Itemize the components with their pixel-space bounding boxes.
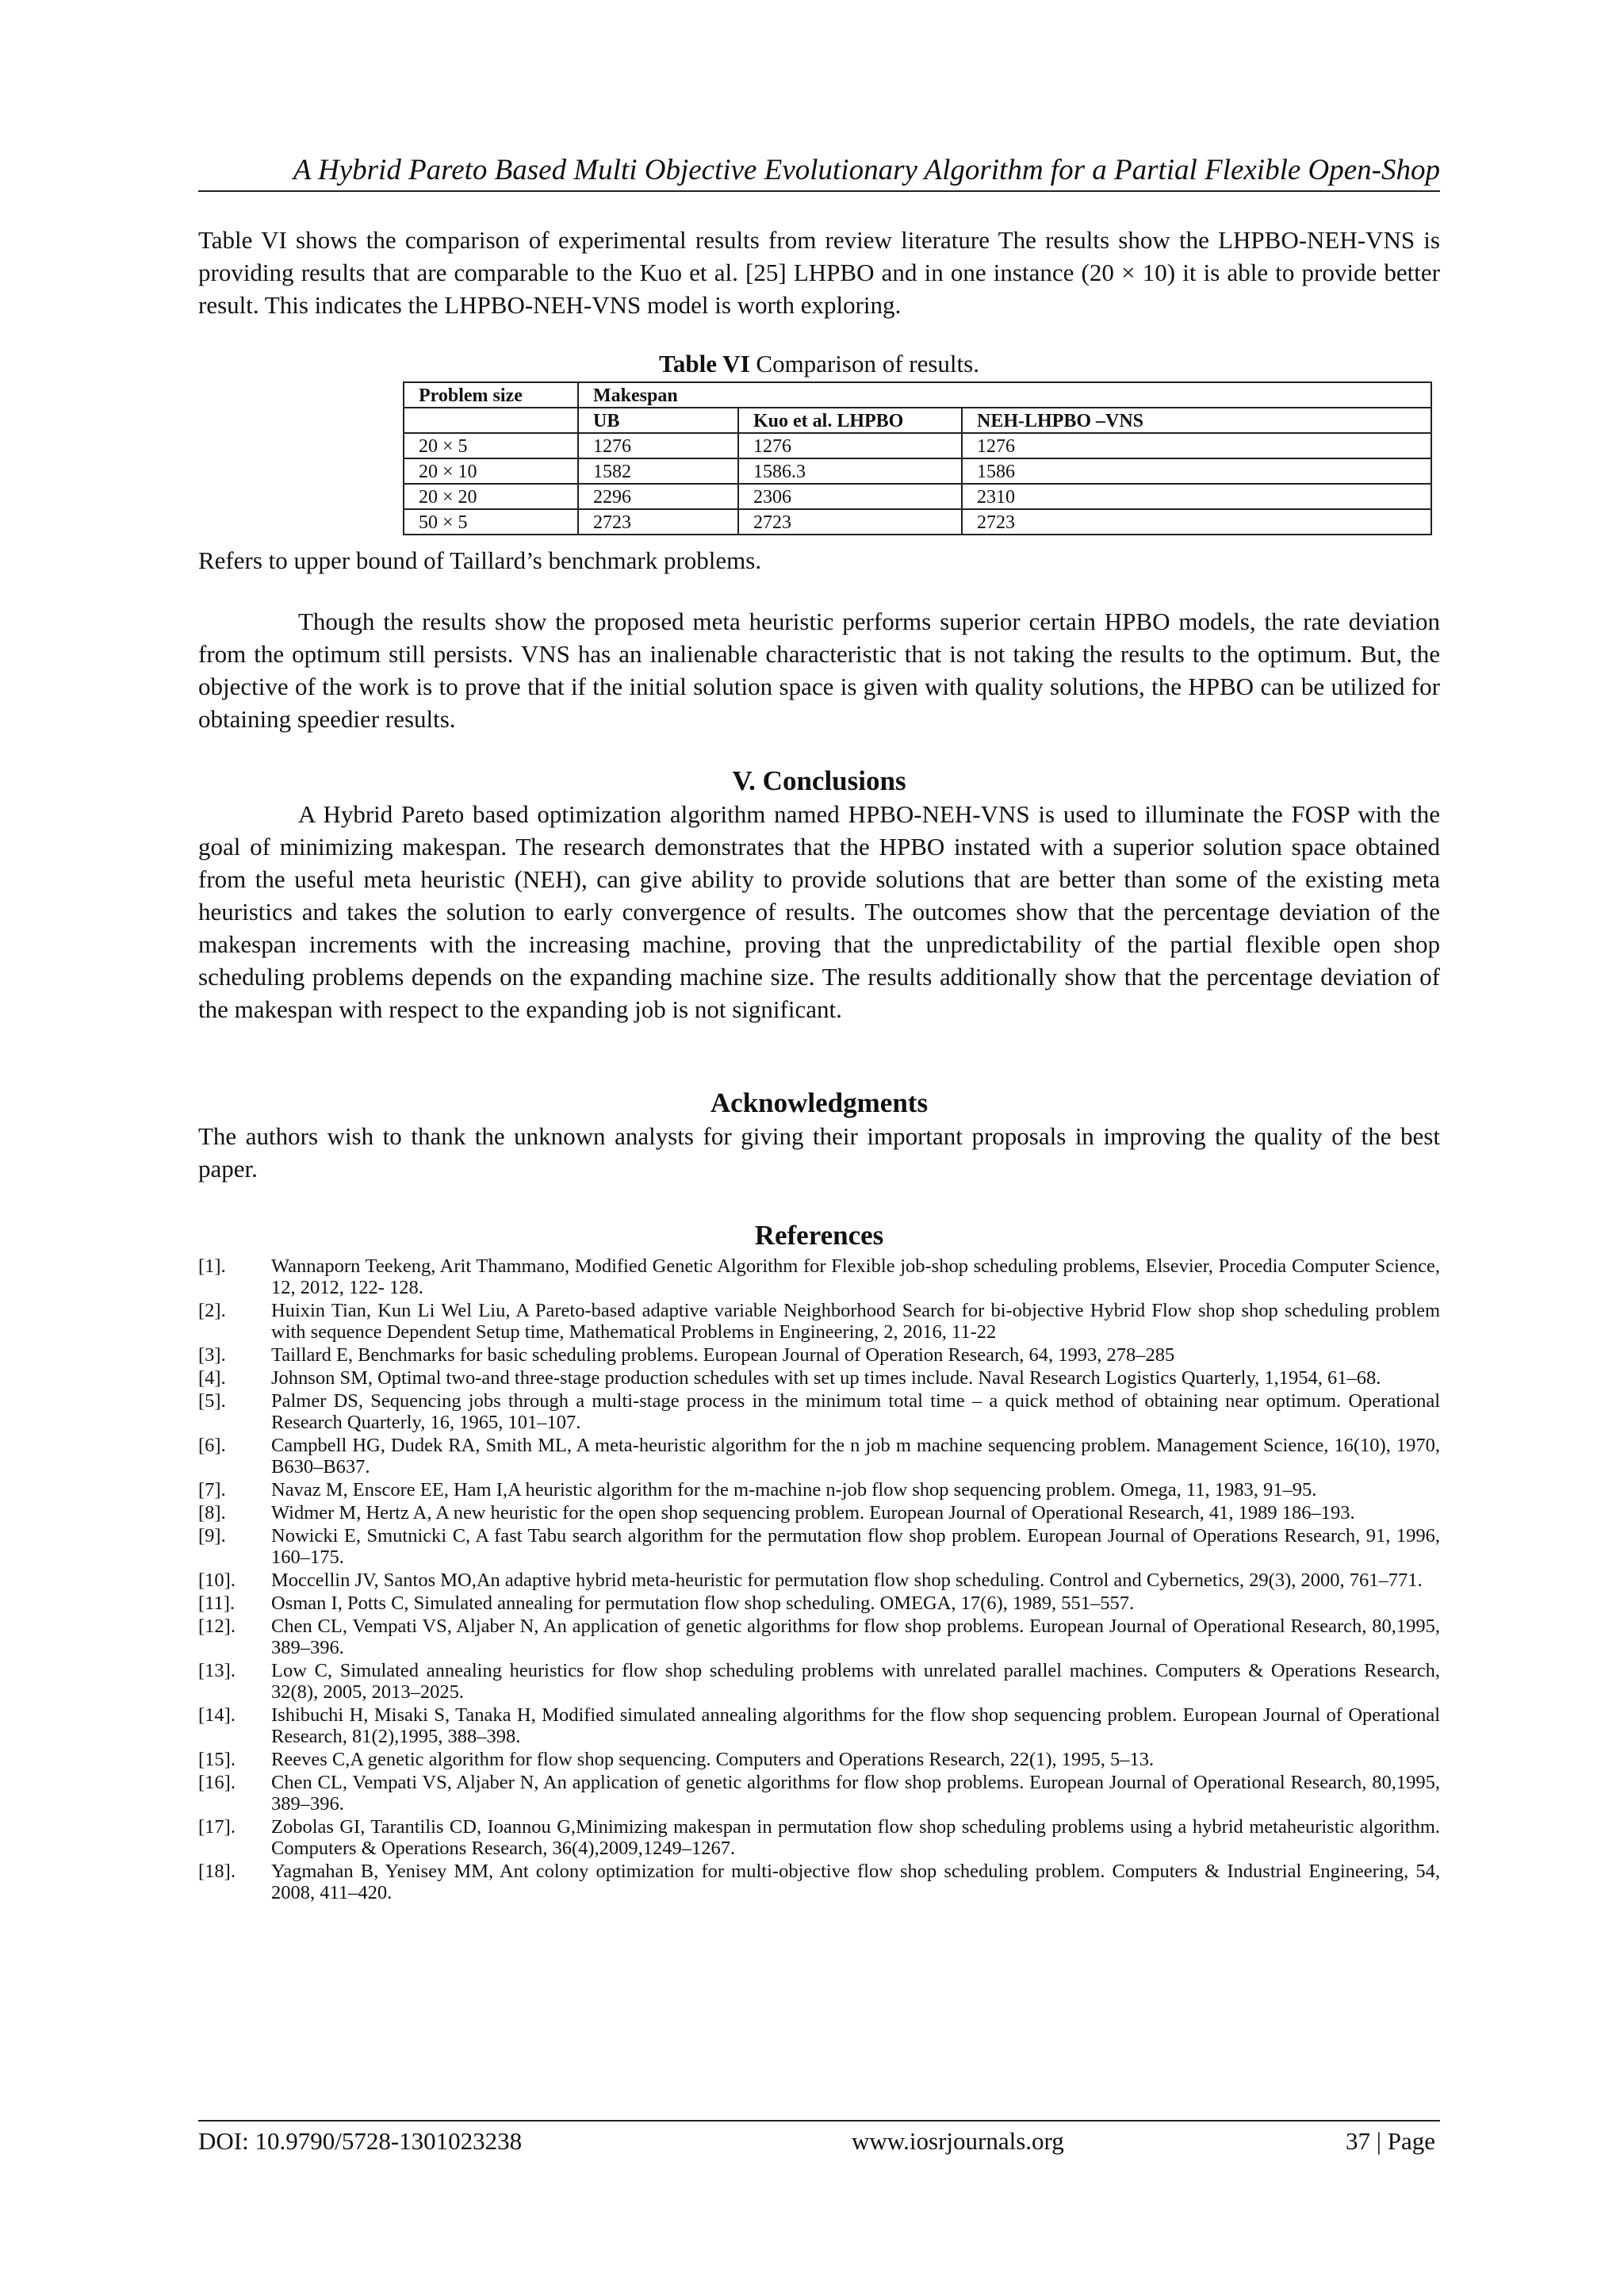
table-caption-label: Table VI: [659, 350, 750, 378]
table-cell: 20 × 5: [404, 433, 578, 458]
table-header-cell: UB: [578, 408, 738, 433]
reference-number: [4].: [198, 1367, 226, 1389]
table-cell: 1582: [578, 458, 738, 484]
table-header-cell: Makespan: [578, 382, 1431, 408]
table-cell: 2723: [738, 509, 962, 535]
footer-page-number: 37 | Page: [1346, 2127, 1435, 2155]
reference-item: [198, 1861, 1440, 1903]
conclusions-paragraph: A Hybrid Pareto based optimization algorithm named HPBO-NEH-VNS is used to illuminate the FOSP with the goal of minimizing makespan. The research demonstrates that the HPBO instated with a superior solution space obtained from the useful meta heuristic (NEH), can give ability to provide solutions that are better than some of the existing meta heuristics and takes the solution to early convergence of results. The outcomes show that the percentage deviation of the makespan increments with the increasing machine, proving that the unpredictability of the partial flexible open shop scheduling problems depends on the expanding machine size. The results additionally show that the percentage deviation of the makespan with respect to the expanding job is not significant.: [198, 800, 1440, 1023]
results-table: [403, 381, 1432, 535]
reference-item: [198, 1479, 1440, 1501]
reference-number: [7].: [198, 1479, 226, 1501]
reference-item: [198, 1435, 1440, 1478]
conclusions-heading: V. Conclusions: [732, 765, 906, 796]
reference-text: Palmer DS, Sequencing jobs through a multi-stage process in the minimum total time – a quick method of obtaining near optimum. Operational Research Quarterly, 16, 1965, 101–107.: [271, 1390, 1440, 1433]
table-cell: 2306: [738, 484, 962, 509]
reference-item: [198, 1525, 1440, 1568]
reference-number: [13].: [198, 1660, 236, 1681]
references-list: [198, 1255, 1440, 1905]
table-caption: [198, 349, 1440, 379]
reference-number: [17].: [198, 1816, 236, 1838]
table-cell: 1276: [962, 433, 1431, 458]
reference-item: [198, 1593, 1440, 1614]
header-rule: [198, 190, 1440, 192]
discussion-paragraph: Though the results show the proposed meta heuristic performs superior certain HPBO models, the rate deviation from the optimum still persists. VNS has an inalienable characteristic that is not taking the results to the optimum. But, the objective of the work is to prove that if the initial solution space is given with quality solutions, the HPBO can be utilized for obtaining speedier results.: [198, 608, 1440, 733]
reference-number: [9].: [198, 1525, 226, 1547]
reference-number: [10].: [198, 1570, 236, 1591]
table-note: Refers to upper bound of Taillard’s benchmark problems.: [198, 546, 762, 574]
reference-number: [11].: [198, 1593, 236, 1614]
reference-text: Zobolas GI, Tarantilis CD, Ioannou G,Minimizing makespan in permutation flow shop scheduling problems using a hybrid metaheuristic algorithm. Computers & Operations Research, 36(4),2009,1249–1267.: [271, 1816, 1440, 1859]
table-cell: 1276: [738, 433, 962, 458]
reference-text: Chen CL, Vempati VS, Aljaber N, An application of genetic algorithms for flow shop problems. European Journal of Operational Research, 80,1995, 389–396.: [271, 1616, 1440, 1658]
table-cell: 2723: [962, 509, 1431, 535]
reference-number: [8].: [198, 1502, 226, 1524]
reference-number: [14].: [198, 1704, 236, 1726]
footer-site: www.iosrjournals.org: [852, 2127, 1064, 2155]
acknowledgments-paragraph: The authors wish to thank the unknown analysts for giving their important proposals in improving the quality of the best paper.: [198, 1122, 1440, 1182]
running-header: A Hybrid Pareto Based Multi Objective Evolutionary Algorithm for a Partial Flexible Open-Shop: [293, 154, 1440, 186]
table-cell: 2310: [962, 484, 1431, 509]
reference-text: Moccellin JV, Santos MO,An adaptive hybrid meta-heuristic for permutation flow shop scheduling. Control and Cybernetics, 29(3), 2000, 761–771.: [271, 1570, 1423, 1591]
table-cell: 1276: [578, 433, 738, 458]
reference-text: Ishibuchi H, Misaki S, Tanaka H, Modified simulated annealing algorithms for the flow shop sequencing problem. European Journal of Operational Research, 81(2),1995, 388–398.: [271, 1704, 1440, 1747]
reference-number: [15].: [198, 1749, 236, 1770]
reference-item: [198, 1367, 1440, 1389]
reference-item: [198, 1390, 1440, 1433]
reference-number: [2].: [198, 1300, 226, 1321]
table-header-row: [404, 382, 1431, 408]
reference-text: Huixin Tian, Kun Li Wel Liu, A Pareto-based adaptive variable Neighborhood Search for bi-objective Hybrid Flow shop shop scheduling problem with sequence Dependent Setup time, Mathematical Problems in Engineering, 2, 2016, 11-22: [271, 1300, 1440, 1343]
table-cell: 2723: [578, 509, 738, 535]
reference-text: Widmer M, Hertz A, A new heuristic for the open shop sequencing problem. European Journal of Operational Research, 41, 1989 186–193.: [271, 1502, 1355, 1524]
reference-item: [198, 1749, 1440, 1770]
table-header-cell: [404, 408, 578, 433]
references-heading: References: [754, 1220, 884, 1251]
reference-text: Johnson SM, Optimal two-and three-stage production schedules with set up times include. Naval Research Logistics Quarterly, 1,1954, 61–68.: [271, 1367, 1381, 1389]
footer-rule: [198, 2120, 1440, 2122]
table-header-cell: Kuo et al. LHPBO: [738, 408, 962, 433]
reference-text: Taillard E, Benchmarks for basic scheduling problems. European Journal of Operation Research, 64, 1993, 278–285: [271, 1344, 1175, 1366]
reference-item: [198, 1660, 1440, 1703]
reference-item: [198, 1570, 1440, 1591]
page-footer: [198, 2126, 1440, 2156]
reference-number: [3].: [198, 1344, 226, 1366]
reference-item: [198, 1255, 1440, 1298]
reference-item: [198, 1772, 1440, 1815]
table-row: [404, 433, 1431, 458]
table-row: [404, 509, 1431, 535]
reference-number: [18].: [198, 1861, 236, 1882]
reference-item: [198, 1300, 1440, 1343]
table-row: [404, 484, 1431, 509]
table-cell: 1586.3: [738, 458, 962, 484]
reference-text: Chen CL, Vempati VS, Aljaber N, An application of genetic algorithms for flow shop problems. European Journal of Operational Research, 80,1995, 389–396.: [271, 1772, 1440, 1815]
table-cell: 50 × 5: [404, 509, 578, 535]
reference-item: [198, 1502, 1440, 1524]
table-cell: 20 × 20: [404, 484, 578, 509]
table-cell: 20 × 10: [404, 458, 578, 484]
reference-text: Navaz M, Enscore EE, Ham I,A heuristic algorithm for the m-machine n-job flow shop sequencing problem. Omega, 11, 1983, 91–95.: [271, 1479, 1317, 1501]
reference-text: Reeves C,A genetic algorithm for flow shop sequencing. Computers and Operations Research, 22(1), 1995, 5–13.: [271, 1749, 1155, 1770]
reference-text: Campbell HG, Dudek RA, Smith ML, A meta-heuristic algorithm for the n job m machine sequencing problem. Management Science, 16(10), 1970, B630–B637.: [271, 1435, 1440, 1478]
reference-number: [5].: [198, 1390, 226, 1412]
reference-text: Yagmahan B, Yenisey MM, Ant colony optimization for multi-objective flow shop scheduling problem. Computers & Industrial Engineering, 54, 2008, 411–420.: [271, 1861, 1440, 1903]
table-caption-text: Comparison of results.: [749, 350, 979, 378]
table-header-cell: Problem size: [404, 382, 578, 408]
reference-text: Osman I, Potts C, Simulated annealing for permutation flow shop scheduling. OMEGA, 17(6), 1989, 551–557.: [271, 1593, 1135, 1614]
table-cell: 1586: [962, 458, 1431, 484]
acknowledgments-heading: Acknowledgments: [710, 1087, 929, 1118]
table-cell: 2296: [578, 484, 738, 509]
reference-number: [16].: [198, 1772, 236, 1793]
reference-item: [198, 1616, 1440, 1658]
reference-item: [198, 1704, 1440, 1747]
reference-text: Wannaporn Teekeng, Arit Thammano, Modified Genetic Algorithm for Flexible job-shop scheduling problems, Elsevier, Procedia Computer Science, 12, 2012, 122- 128.: [271, 1255, 1440, 1298]
reference-text: Nowicki E, Smutnicki C, A fast Tabu search algorithm for the permutation flow shop problem. European Journal of Operations Research, 91, 1996, 160–175.: [271, 1525, 1440, 1568]
reference-text: Low C, Simulated annealing heuristics for flow shop scheduling problems with unrelated parallel machines. Computers & Operations Research, 32(8), 2005, 2013–2025.: [271, 1660, 1440, 1703]
reference-number: [12].: [198, 1616, 236, 1637]
reference-item: [198, 1816, 1440, 1859]
reference-item: [198, 1344, 1440, 1366]
table-subheader-row: [404, 408, 1431, 433]
reference-number: [6].: [198, 1435, 226, 1456]
table-row: [404, 458, 1431, 484]
reference-number: [1].: [198, 1255, 226, 1277]
intro-paragraph: Table VI shows the comparison of experimental results from review literature The results show the LHPBO-NEH-VNS is providing results that are comparable to the Kuo et al. [25] LHPBO and in one instance (20 × 10) it is able to provide better result. This indicates the LHPBO-NEH-VNS model is worth exploring.: [198, 226, 1440, 319]
footer-doi: DOI: 10.9790/5728-1301023238: [198, 2127, 523, 2155]
table-header-cell: NEH-LHPBO –VNS: [962, 408, 1431, 433]
